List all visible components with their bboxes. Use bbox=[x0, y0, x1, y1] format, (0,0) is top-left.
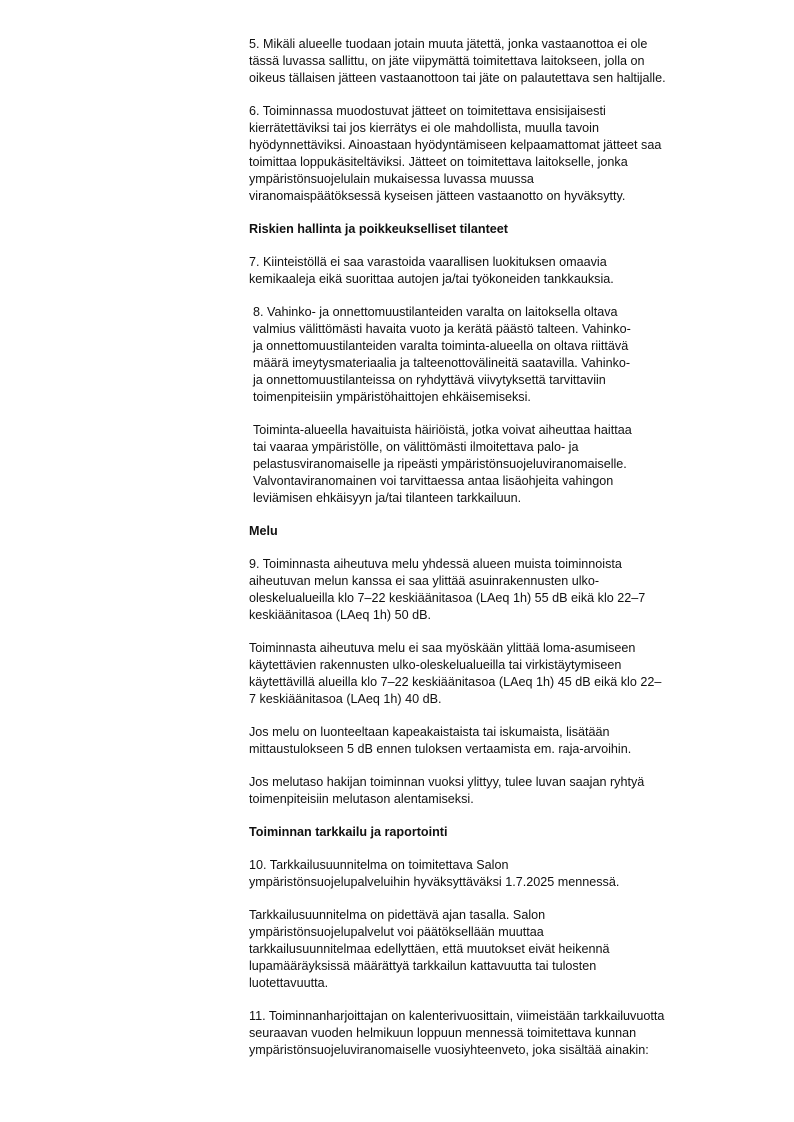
paragraph bbox=[249, 640, 749, 708]
text-line: 9. Toiminnasta aiheutuva melu yhdessä alueen muista toiminnoista bbox=[249, 557, 622, 571]
text-line: toimittaa loppukäsiteltäviksi. Jätteet on toimitettava laitokselle, jonka bbox=[249, 155, 628, 169]
paragraph bbox=[249, 103, 749, 205]
text-line: tässä luvassa sallittu, on jäte viipymättä toimitettava laitokseen, jolla on bbox=[249, 54, 645, 68]
text-line: seuraavan vuoden helmikuun loppuun mennessä toimitettava kunnan bbox=[249, 1026, 637, 1040]
paragraph bbox=[249, 774, 749, 808]
section-heading: Riskien hallinta ja poikkeukselliset tilanteet bbox=[249, 222, 508, 236]
text-line: ympäristönsuojelulain mukaisessa luvassa muussa bbox=[249, 172, 534, 186]
text-line: leviämisen ehkäisyyn ja/tai tilanteen tarkkailuun. bbox=[253, 491, 522, 505]
section-heading: Melu bbox=[249, 524, 278, 538]
text-line: Toiminta-alueella havaituista häiriöistä, jotka voivat aiheuttaa haittaa bbox=[253, 423, 632, 437]
text-line: 10. Tarkkailusuunnitelma on toimitettava Salon bbox=[249, 858, 509, 872]
paragraph bbox=[249, 1008, 749, 1059]
text-line: 5. Mikäli alueelle tuodaan jotain muuta jätettä, jonka vastaanottoa ei ole bbox=[249, 37, 648, 51]
text-line: aiheutuvan melun kanssa ei saa ylittää asuinrakennusten ulko- bbox=[249, 574, 600, 588]
text-line: kemikaaleja eikä suorittaa autojen ja/tai työkoneiden tankkauksia. bbox=[249, 272, 614, 286]
text-line: hyödynnettäviksi. Ainoastaan hyödyntämiseen kelpaamattomat jätteet saa bbox=[249, 138, 662, 152]
paragraph bbox=[249, 304, 749, 406]
text-line: ympäristönsuojeluviranomaiselle vuosiyhteenveto, joka sisältää ainakin: bbox=[249, 1043, 649, 1057]
paragraph bbox=[249, 907, 749, 992]
paragraph bbox=[249, 724, 749, 758]
paragraph bbox=[249, 422, 749, 507]
text-line: lupamääräyksissä määrättyä tarkkailun kattavuutta tai tulosten bbox=[249, 959, 597, 973]
text-line: viranomaispäätöksessä kyseisen jätteen vastaanotto on hyväksytty. bbox=[249, 189, 626, 203]
document-page bbox=[249, 36, 749, 1075]
text-line: valmius välittömästi havaita vuoto ja kerätä päästö talteen. Vahinko- bbox=[253, 322, 631, 336]
text-line: kierrätettäviksi tai jos kierrätys ei ole mahdollista, muulla tavoin bbox=[249, 121, 599, 135]
text-line: määrä imeytysmateriaalia ja talteenottovälineitä saatavilla. Vahinko- bbox=[253, 356, 631, 370]
text-line: 11. Toiminnanharjoittajan on kalenterivuosittain, viimeistään tarkkailuvuotta bbox=[249, 1009, 665, 1023]
paragraph bbox=[249, 254, 749, 288]
text-line: Jos melu on luonteeltaan kapeakaistaista tai iskumaista, lisätään bbox=[249, 725, 610, 739]
text-line: ja onnettomuustilanteiden varalta toiminta-alueella on oltava riittävä bbox=[253, 339, 629, 353]
text-line: keskiäänitasoa (LAeq 1h) 50 dB. bbox=[249, 608, 432, 622]
text-line: Valvontaviranomainen voi tarvittaessa antaa lisäohjeita vahingon bbox=[253, 474, 614, 488]
section-heading: Toiminnan tarkkailu ja raportointi bbox=[249, 825, 448, 839]
text-line: oikeus tällaisen jätteen vastaanottoon tai jäte on palautettava sen haltijalle. bbox=[249, 71, 666, 85]
text-line: Toiminnasta aiheutuva melu ei saa myöskään ylittää loma-asumiseen bbox=[249, 641, 636, 655]
text-line: pelastusviranomaiselle ja ripeästi ympäristönsuojeluviranomaiselle. bbox=[253, 457, 627, 471]
text-line: toimenpiteisiin ympäristöhaittojen ehkäisemiseksi. bbox=[253, 390, 531, 404]
text-line: ympäristönsuojelupalveluihin hyväksyttäväksi 1.7.2025 mennessä. bbox=[249, 875, 620, 889]
text-line: Tarkkailusuunnitelma on pidettävä ajan tasalla. Salon bbox=[249, 908, 546, 922]
text-line: 6. Toiminnassa muodostuvat jätteet on toimitettava ensisijaisesti bbox=[249, 104, 606, 118]
text-line: ympäristönsuojelupalvelut voi päätöksellään muuttaa bbox=[249, 925, 544, 939]
text-line: mittaustulokseen 5 dB ennen tuloksen vertaamista em. raja-arvoihin. bbox=[249, 742, 632, 756]
text-line: ja onnettomuustilanteissa on ryhdyttävä viivytyksettä tarvittaviin bbox=[253, 373, 606, 387]
text-line: oleskelualueilla klo 7–22 keskiäänitasoa (LAeq 1h) 55 dB eikä klo 22–7 bbox=[249, 591, 646, 605]
paragraph bbox=[249, 556, 749, 624]
text-line: 7 keskiäänitasoa (LAeq 1h) 40 dB. bbox=[249, 692, 442, 706]
text-line: toimenpiteisiin melutason alentamiseksi. bbox=[249, 792, 474, 806]
text-line: 7. Kiinteistöllä ei saa varastoida vaarallisen luokituksen omaavia bbox=[249, 255, 607, 269]
text-line: luotettavuutta. bbox=[249, 976, 329, 990]
paragraph bbox=[249, 36, 749, 87]
paragraph bbox=[249, 857, 749, 891]
text-line: 8. Vahinko- ja onnettomuustilanteiden varalta on laitoksella oltava bbox=[253, 305, 618, 319]
text-line: käytettävien rakennusten ulko-oleskelualueilla tai virkistäytymiseen bbox=[249, 658, 622, 672]
text-line: käytettävillä alueilla klo 7–22 keskiäänitasoa (LAeq 1h) 45 dB eikä klo 22– bbox=[249, 675, 662, 689]
text-line: tai vaaraa ympäristölle, on välittömästi ilmoitettava palo- ja bbox=[253, 440, 579, 454]
text-line: Jos melutaso hakijan toiminnan vuoksi ylittyy, tulee luvan saajan ryhtyä bbox=[249, 775, 645, 789]
text-line: tarkkailusuunnitelmaa edellyttäen, että muutokset eivät heikennä bbox=[249, 942, 610, 956]
